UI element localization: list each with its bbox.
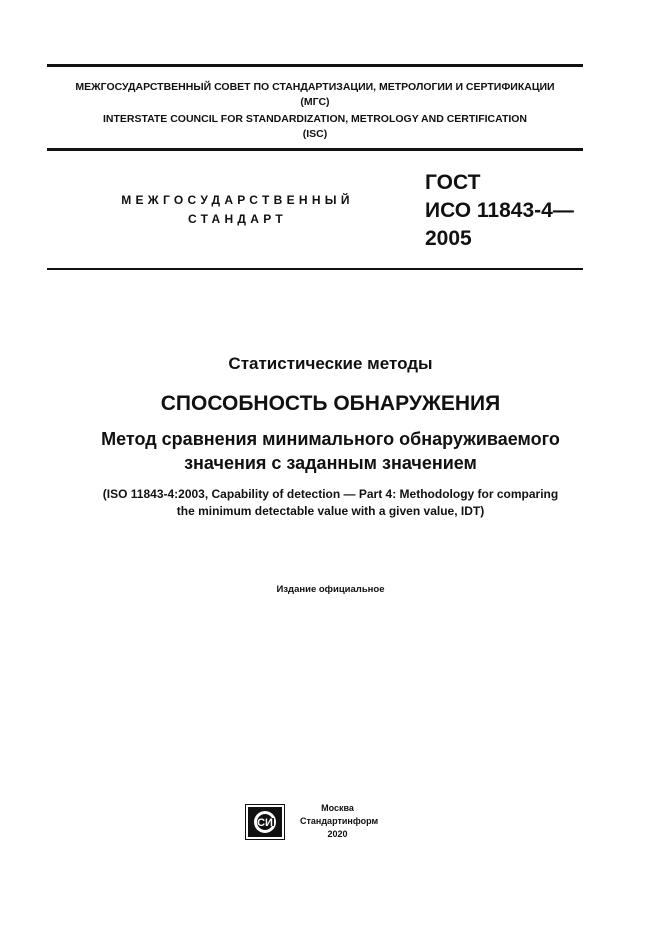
source-line1: (ISO 11843-4:2003, Capability of detection — Part 4: Methodology for comparing — [102, 487, 559, 501]
council-en: INTERSTATE COUNCIL FOR STANDARDIZATION, METROLOGY AND CERTIFICATION — [102, 113, 528, 125]
standard-label-line1: МЕЖГОСУДАРСТВЕННЫЙ — [121, 193, 354, 207]
standard-label-line2: СТАНДАРТ — [187, 212, 288, 226]
council-en-abbr: (ISC) — [302, 128, 328, 140]
edition-label: Издание официальное — [276, 584, 385, 595]
source-line2: the minimum detectable value with a given value, IDT) — [176, 504, 485, 518]
category-title: Статистические методы — [228, 354, 433, 373]
section-rule — [47, 268, 583, 270]
subtitle-line2: значения с заданным значением — [184, 453, 477, 473]
publisher-block — [245, 802, 379, 841]
top-rule — [47, 64, 583, 67]
publisher-text — [300, 802, 379, 841]
gost-code-line2: ИСО 11843-4— — [425, 199, 574, 222]
subtitle-line1: Метод сравнения минимального обнаруживаемого — [101, 429, 560, 449]
header-rule — [47, 148, 583, 151]
gost-code-line3: 2005 — [425, 227, 472, 250]
council-ru-abbr: (МГС) — [300, 96, 330, 108]
publisher-name: Стандартинформ — [300, 816, 379, 826]
publisher-year: 2020 — [327, 829, 348, 839]
publisher-city: Москва — [321, 803, 354, 813]
council-ru: МЕЖГОСУДАРСТВЕННЫЙ СОВЕТ ПО СТАНДАРТИЗАЦИИ, МЕТРОЛОГИИ И СЕРТИФИКАЦИИ — [75, 81, 555, 93]
svg-text:СИ: СИ — [257, 816, 273, 829]
gost-code-line1: ГОСТ — [425, 171, 481, 194]
main-title: СПОСОБНОСТЬ ОБНАРУЖЕНИЯ — [160, 392, 501, 415]
standartinform-logo-icon — [245, 804, 285, 840]
